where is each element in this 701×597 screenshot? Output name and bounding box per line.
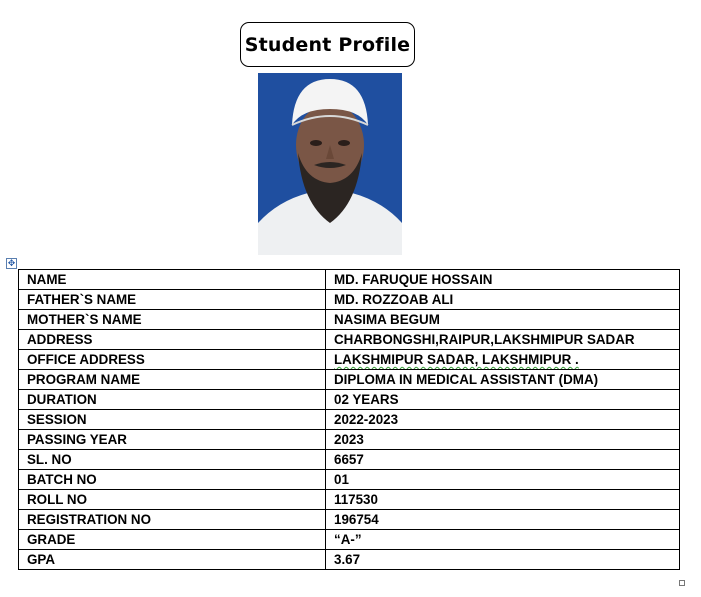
row-value: 3.67	[326, 550, 680, 570]
table-row	[19, 350, 680, 370]
row-value: MD. FARUQUE HOSSAIN	[326, 270, 680, 290]
row-value	[326, 350, 680, 370]
table-row	[19, 290, 680, 310]
profile-table	[18, 269, 680, 570]
row-value: NASIMA BEGUM	[326, 310, 680, 330]
row-value-text: LAKSHMIPUR SADAR, LAKSHMIPUR .	[334, 352, 579, 367]
row-value: 117530	[326, 490, 680, 510]
row-label: PASSING YEAR	[19, 430, 326, 450]
row-label: ADDRESS	[19, 330, 326, 350]
table-row	[19, 510, 680, 530]
page-title-text: Student Profile	[244, 33, 411, 56]
row-label: ROLL NO	[19, 490, 326, 510]
row-label: PROGRAM NAME	[19, 370, 326, 390]
row-value: 2022-2023	[326, 410, 680, 430]
row-label: DURATION	[19, 390, 326, 410]
row-value: “A-”	[326, 530, 680, 550]
table-row	[19, 470, 680, 490]
row-value: 196754	[326, 510, 680, 530]
row-value: 2023	[326, 430, 680, 450]
table-row	[19, 430, 680, 450]
student-photo-illustration	[258, 73, 402, 255]
table-resize-handle[interactable]	[679, 580, 685, 586]
row-value: DIPLOMA IN MEDICAL ASSISTANT (DMA)	[326, 370, 680, 390]
row-label: OFFICE ADDRESS	[19, 350, 326, 370]
table-row	[19, 370, 680, 390]
row-value: MD. ROZZOAB ALI	[326, 290, 680, 310]
row-value: CHARBONGSHI,RAIPUR,LAKSHMIPUR SADAR	[326, 330, 680, 350]
row-label: MOTHER`S NAME	[19, 310, 326, 330]
student-photo	[258, 73, 402, 255]
table-move-handle[interactable]	[6, 258, 17, 269]
row-value: 6657	[326, 450, 680, 470]
table-row	[19, 490, 680, 510]
table-row	[19, 550, 680, 570]
table-row	[19, 390, 680, 410]
row-label: SL. NO	[19, 450, 326, 470]
row-value: 02 YEARS	[326, 390, 680, 410]
row-value: 01	[326, 470, 680, 490]
table-row	[19, 450, 680, 470]
row-label: BATCH NO	[19, 470, 326, 490]
table-row	[19, 530, 680, 550]
row-label: REGISTRATION NO	[19, 510, 326, 530]
table-row	[19, 270, 680, 290]
page-title	[240, 22, 415, 67]
row-label: GRADE	[19, 530, 326, 550]
table-row	[19, 310, 680, 330]
table-row	[19, 410, 680, 430]
row-label: NAME	[19, 270, 326, 290]
row-label: GPA	[19, 550, 326, 570]
row-label: FATHER`S NAME	[19, 290, 326, 310]
row-label: SESSION	[19, 410, 326, 430]
table-row	[19, 330, 680, 350]
move-cross-icon: ✥	[7, 258, 16, 268]
